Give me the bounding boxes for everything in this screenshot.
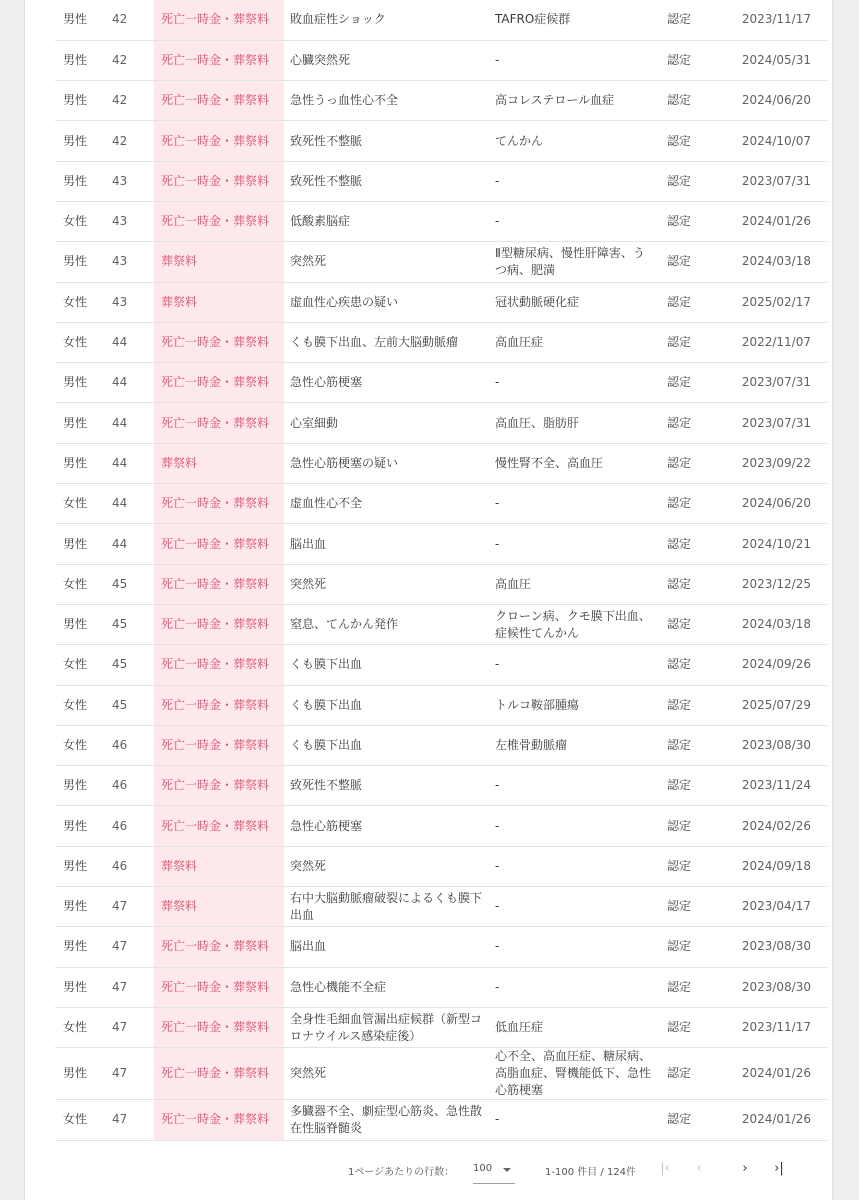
underlying-illness-cell: - — [489, 887, 661, 927]
age-cell: 46 — [106, 806, 154, 846]
result-cell: 認定 — [661, 887, 729, 927]
age-cell: 43 — [106, 201, 154, 241]
result-cell: 認定 — [661, 201, 729, 241]
result-cell: 認定 — [661, 1007, 729, 1047]
cause-of-death-cell: 低酸素脳症 — [284, 201, 489, 241]
benefit-type-cell: 死亡一時金・葬祭料 — [154, 1100, 284, 1140]
decision-date-cell: 2024/01/26 — [729, 201, 827, 241]
sex-cell: 女性 — [55, 725, 106, 765]
decision-date-cell: 2024/02/26 — [729, 806, 827, 846]
cause-of-death-cell: 致死性不整脈 — [284, 161, 489, 201]
underlying-illness-cell: - — [489, 363, 661, 403]
table-row — [55, 40, 827, 80]
table-row — [55, 685, 827, 725]
cause-of-death-cell: 右中大脳動脈瘤破裂によるくも膜下出血 — [284, 887, 489, 927]
underlying-illness-cell: 低血圧症 — [489, 1007, 661, 1047]
result-cell: 認定 — [661, 967, 729, 1007]
benefit-type-cell: 葬祭料 — [154, 242, 284, 282]
benefit-type-cell: 死亡一時金・葬祭料 — [154, 645, 284, 685]
decision-date-cell: 2024/01/26 — [729, 1100, 827, 1140]
benefit-type-cell: 死亡一時金・葬祭料 — [154, 967, 284, 1007]
underlying-illness-cell: 高血圧 — [489, 564, 661, 604]
sex-cell: 男性 — [55, 242, 106, 282]
result-cell: 認定 — [661, 484, 729, 524]
cause-of-death-cell: 脳出血 — [284, 927, 489, 967]
age-cell: 47 — [106, 1007, 154, 1047]
underlying-illness-cell: 左椎骨動脈瘤 — [489, 725, 661, 765]
sex-cell: 男性 — [55, 403, 106, 443]
underlying-illness-cell: Ⅱ型糖尿病、慢性肝障害、うつ病、肥満 — [489, 242, 661, 282]
decision-date-cell: 2023/09/22 — [729, 443, 827, 483]
underlying-illness-cell: - — [489, 484, 661, 524]
decision-date-cell: 2023/07/31 — [729, 403, 827, 443]
result-cell: 認定 — [661, 564, 729, 604]
benefit-type-cell: 葬祭料 — [154, 443, 284, 483]
cause-of-death-cell: くも膜下出血 — [284, 645, 489, 685]
cause-of-death-cell: 急性心筋梗塞の疑い — [284, 443, 489, 483]
underlying-illness-cell: トルコ鞍部腫瘍 — [489, 685, 661, 725]
benefit-type-cell: 死亡一時金・葬祭料 — [154, 363, 284, 403]
decision-date-cell: 2024/09/18 — [729, 846, 827, 886]
result-cell: 認定 — [661, 604, 729, 644]
sex-cell: 男性 — [55, 40, 106, 80]
result-cell: 認定 — [661, 121, 729, 161]
decision-date-cell: 2023/12/25 — [729, 564, 827, 604]
sex-cell: 男性 — [55, 927, 106, 967]
result-cell: 認定 — [661, 1048, 729, 1100]
table-row — [55, 363, 827, 403]
underlying-illness-cell: - — [489, 967, 661, 1007]
underlying-illness-cell: 高血圧、脂肪肝 — [489, 403, 661, 443]
age-cell: 44 — [106, 484, 154, 524]
underlying-illness-cell: - — [489, 201, 661, 241]
sex-cell: 女性 — [55, 322, 106, 362]
age-cell: 45 — [106, 604, 154, 644]
result-cell: 認定 — [661, 645, 729, 685]
table-row — [55, 927, 827, 967]
table-row — [55, 766, 827, 806]
age-cell: 44 — [106, 443, 154, 483]
decision-date-cell: 2023/08/30 — [729, 967, 827, 1007]
table-row — [55, 161, 827, 201]
first-page-icon[interactable]: |‹ — [660, 1161, 670, 1176]
benefit-type-cell: 死亡一時金・葬祭料 — [154, 322, 284, 362]
underlying-illness-cell: 高血圧症 — [489, 322, 661, 362]
benefit-type-cell: 死亡一時金・葬祭料 — [154, 161, 284, 201]
benefit-type-cell: 死亡一時金・葬祭料 — [154, 604, 284, 644]
sex-cell: 女性 — [55, 1100, 106, 1140]
table-row — [55, 846, 827, 886]
decision-date-cell: 2023/07/31 — [729, 363, 827, 403]
sex-cell: 男性 — [55, 846, 106, 886]
benefit-type-cell: 死亡一時金・葬祭料 — [154, 685, 284, 725]
result-cell: 認定 — [661, 322, 729, 362]
table-row — [55, 564, 827, 604]
age-cell: 46 — [106, 766, 154, 806]
cause-of-death-cell: 多臓器不全、劇症型心筋炎、急性散在性脳脊髄炎 — [284, 1100, 489, 1140]
chevron-left-icon[interactable]: ‹ — [696, 1161, 702, 1176]
range-label: 1-100 件目 / 124件 — [545, 1167, 637, 1178]
underlying-illness-cell: - — [489, 846, 661, 886]
benefit-type-cell: 死亡一時金・葬祭料 — [154, 403, 284, 443]
sex-cell: 男性 — [55, 81, 106, 121]
underlying-illness-cell: 心不全、高血圧症、糖尿病、高脂血症、腎機能低下、急性心筋梗塞 — [489, 1048, 661, 1100]
table-row — [55, 403, 827, 443]
decision-date-cell: 2022/11/07 — [729, 322, 827, 362]
age-cell: 42 — [106, 0, 154, 40]
underlying-illness-cell: - — [489, 766, 661, 806]
cause-of-death-cell: くも膜下出血 — [284, 725, 489, 765]
result-cell: 認定 — [661, 685, 729, 725]
dropdown-arrow-icon — [503, 1168, 511, 1172]
cause-of-death-cell: 心室細動 — [284, 403, 489, 443]
sex-cell: 男性 — [55, 967, 106, 1007]
age-cell: 43 — [106, 161, 154, 201]
decision-date-cell: 2024/03/18 — [729, 242, 827, 282]
cause-of-death-cell: 心臓突然死 — [284, 40, 489, 80]
result-cell: 認定 — [661, 846, 729, 886]
age-cell: 44 — [106, 322, 154, 362]
decision-date-cell: 2024/10/07 — [729, 121, 827, 161]
result-cell: 認定 — [661, 725, 729, 765]
result-cell: 認定 — [661, 81, 729, 121]
decision-date-cell: 2023/11/24 — [729, 766, 827, 806]
table-row — [55, 282, 827, 322]
table-row — [55, 121, 827, 161]
age-cell: 42 — [106, 81, 154, 121]
age-cell: 44 — [106, 524, 154, 564]
benefit-type-cell: 死亡一時金・葬祭料 — [154, 564, 284, 604]
result-cell: 認定 — [661, 443, 729, 483]
sex-cell: 男性 — [55, 1048, 106, 1100]
underlying-illness-cell: - — [489, 645, 661, 685]
cause-of-death-cell: 急性うっ血性心不全 — [284, 81, 489, 121]
result-cell: 認定 — [661, 161, 729, 201]
table-body — [55, 0, 827, 1140]
underlying-illness-cell: 高コレステロール血症 — [489, 81, 661, 121]
sex-cell: 女性 — [55, 282, 106, 322]
age-cell: 45 — [106, 685, 154, 725]
age-cell: 45 — [106, 645, 154, 685]
age-cell: 43 — [106, 242, 154, 282]
table-row — [55, 967, 827, 1007]
result-cell: 認定 — [661, 927, 729, 967]
sex-cell: 女性 — [55, 564, 106, 604]
underlying-illness-cell: TAFRO症候群 — [489, 0, 661, 40]
result-cell: 認定 — [661, 363, 729, 403]
decision-date-cell: 2023/11/17 — [729, 1007, 827, 1047]
benefit-type-cell: 死亡一時金・葬祭料 — [154, 1048, 284, 1100]
underlying-illness-cell: てんかん — [489, 121, 661, 161]
cause-of-death-cell: 突然死 — [284, 242, 489, 282]
table-row — [55, 806, 827, 846]
age-cell: 46 — [106, 725, 154, 765]
benefit-type-cell: 葬祭料 — [154, 887, 284, 927]
last-page-icon[interactable]: ›| — [774, 1161, 784, 1176]
sex-cell: 女性 — [55, 1007, 106, 1047]
cause-of-death-cell: 急性心筋梗塞 — [284, 363, 489, 403]
cause-of-death-cell: 突然死 — [284, 846, 489, 886]
cause-of-death-cell: くも膜下出血 — [284, 685, 489, 725]
sex-cell: 女性 — [55, 484, 106, 524]
benefit-type-cell: 死亡一時金・葬祭料 — [154, 725, 284, 765]
cause-of-death-cell: 窒息、てんかん発作 — [284, 604, 489, 644]
benefit-type-cell: 葬祭料 — [154, 846, 284, 886]
cause-of-death-cell: 全身性毛細血管漏出症候群（新型コロナウイルス感染症後） — [284, 1007, 489, 1047]
cause-of-death-cell: 敗血症性ショック — [284, 0, 489, 40]
table-row — [55, 443, 827, 483]
table-row — [55, 1100, 827, 1140]
result-cell: 認定 — [661, 806, 729, 846]
result-cell: 認定 — [661, 524, 729, 564]
paginator — [25, 1145, 832, 1193]
sex-cell: 男性 — [55, 766, 106, 806]
sex-cell: 男性 — [55, 887, 106, 927]
age-cell: 42 — [106, 121, 154, 161]
underlying-illness-cell: クローン病、クモ膜下出血、症候性てんかん — [489, 604, 661, 644]
benefit-type-cell: 死亡一時金・葬祭料 — [154, 927, 284, 967]
cause-of-death-cell: 突然死 — [284, 1048, 489, 1100]
age-cell: 47 — [106, 927, 154, 967]
table-row — [55, 887, 827, 927]
age-cell: 45 — [106, 564, 154, 604]
decision-date-cell: 2024/01/26 — [729, 1048, 827, 1100]
cause-of-death-cell: くも膜下出血、左前大脳動脈瘤 — [284, 322, 489, 362]
benefit-type-cell: 葬祭料 — [154, 282, 284, 322]
underlying-illness-cell: - — [489, 1100, 661, 1140]
benefit-type-cell: 死亡一時金・葬祭料 — [154, 766, 284, 806]
benefit-type-cell: 死亡一時金・葬祭料 — [154, 524, 284, 564]
sex-cell: 男性 — [55, 363, 106, 403]
sex-cell: 女性 — [55, 645, 106, 685]
benefit-type-cell: 死亡一時金・葬祭料 — [154, 40, 284, 80]
underlying-illness-cell: - — [489, 806, 661, 846]
benefit-type-cell: 死亡一時金・葬祭料 — [154, 1007, 284, 1047]
decision-date-cell: 2025/07/29 — [729, 685, 827, 725]
table-row — [55, 81, 827, 121]
table-row — [55, 645, 827, 685]
table-row — [55, 1007, 827, 1047]
result-cell: 認定 — [661, 766, 729, 806]
age-cell: 43 — [106, 282, 154, 322]
decision-date-cell: 2024/05/31 — [729, 40, 827, 80]
benefit-type-cell: 死亡一時金・葬祭料 — [154, 81, 284, 121]
result-cell: 認定 — [661, 403, 729, 443]
sex-cell: 男性 — [55, 161, 106, 201]
decision-date-cell: 2024/10/21 — [729, 524, 827, 564]
decision-date-cell: 2024/06/20 — [729, 484, 827, 524]
results-table — [55, 0, 827, 1141]
result-cell: 認定 — [661, 242, 729, 282]
table-row — [55, 322, 827, 362]
decision-date-cell: 2023/04/17 — [729, 887, 827, 927]
benefit-type-cell: 死亡一時金・葬祭料 — [154, 121, 284, 161]
sex-cell: 男性 — [55, 524, 106, 564]
decision-date-cell: 2023/08/30 — [729, 725, 827, 765]
rows-per-page-select[interactable] — [473, 1155, 515, 1184]
table-row — [55, 242, 827, 282]
sex-cell: 女性 — [55, 685, 106, 725]
result-cell: 認定 — [661, 0, 729, 40]
cause-of-death-cell: 致死性不整脈 — [284, 766, 489, 806]
age-cell: 47 — [106, 1100, 154, 1140]
result-cell: 認定 — [661, 1100, 729, 1140]
cause-of-death-cell: 急性心機能不全症 — [284, 967, 489, 1007]
decision-date-cell: 2024/09/26 — [729, 645, 827, 685]
table-row — [55, 0, 827, 40]
table-row — [55, 604, 827, 644]
cause-of-death-cell: 虚血性心不全 — [284, 484, 489, 524]
sex-cell: 男性 — [55, 443, 106, 483]
benefit-type-cell: 死亡一時金・葬祭料 — [154, 0, 284, 40]
results-card — [25, 0, 832, 1200]
table-row — [55, 524, 827, 564]
decision-date-cell: 2024/06/20 — [729, 81, 827, 121]
age-cell: 47 — [106, 1048, 154, 1100]
result-cell: 認定 — [661, 40, 729, 80]
result-cell: 認定 — [661, 282, 729, 322]
table-row — [55, 725, 827, 765]
age-cell: 44 — [106, 403, 154, 443]
cause-of-death-cell: 脳出血 — [284, 524, 489, 564]
cause-of-death-cell: 突然死 — [284, 564, 489, 604]
underlying-illness-cell: - — [489, 40, 661, 80]
benefit-type-cell: 死亡一時金・葬祭料 — [154, 806, 284, 846]
table-row — [55, 201, 827, 241]
decision-date-cell: 2024/03/18 — [729, 604, 827, 644]
decision-date-cell: 2023/07/31 — [729, 161, 827, 201]
decision-date-cell: 2023/11/17 — [729, 0, 827, 40]
benefit-type-cell: 死亡一時金・葬祭料 — [154, 484, 284, 524]
underlying-illness-cell: - — [489, 927, 661, 967]
underlying-illness-cell: - — [489, 161, 661, 201]
age-cell: 44 — [106, 363, 154, 403]
rows-per-page-value: 100 — [473, 1163, 493, 1174]
sex-cell: 男性 — [55, 0, 106, 40]
table-row — [55, 484, 827, 524]
age-cell: 47 — [106, 967, 154, 1007]
cause-of-death-cell: 急性心筋梗塞 — [284, 806, 489, 846]
table-row — [55, 1048, 827, 1100]
age-cell: 46 — [106, 846, 154, 886]
underlying-illness-cell: 冠状動脈硬化症 — [489, 282, 661, 322]
decision-date-cell: 2025/02/17 — [729, 282, 827, 322]
chevron-right-icon[interactable]: › — [742, 1161, 748, 1176]
sex-cell: 男性 — [55, 604, 106, 644]
cause-of-death-cell: 虚血性心疾患の疑い — [284, 282, 489, 322]
sex-cell: 男性 — [55, 121, 106, 161]
rows-per-page-label: 1ページあたりの行数： — [348, 1167, 455, 1178]
benefit-type-cell: 死亡一時金・葬祭料 — [154, 201, 284, 241]
age-cell: 47 — [106, 887, 154, 927]
sex-cell: 女性 — [55, 201, 106, 241]
decision-date-cell: 2023/08/30 — [729, 927, 827, 967]
sex-cell: 男性 — [55, 806, 106, 846]
age-cell: 42 — [106, 40, 154, 80]
underlying-illness-cell: - — [489, 524, 661, 564]
cause-of-death-cell: 致死性不整脈 — [284, 121, 489, 161]
underlying-illness-cell: 慢性腎不全、高血圧 — [489, 443, 661, 483]
